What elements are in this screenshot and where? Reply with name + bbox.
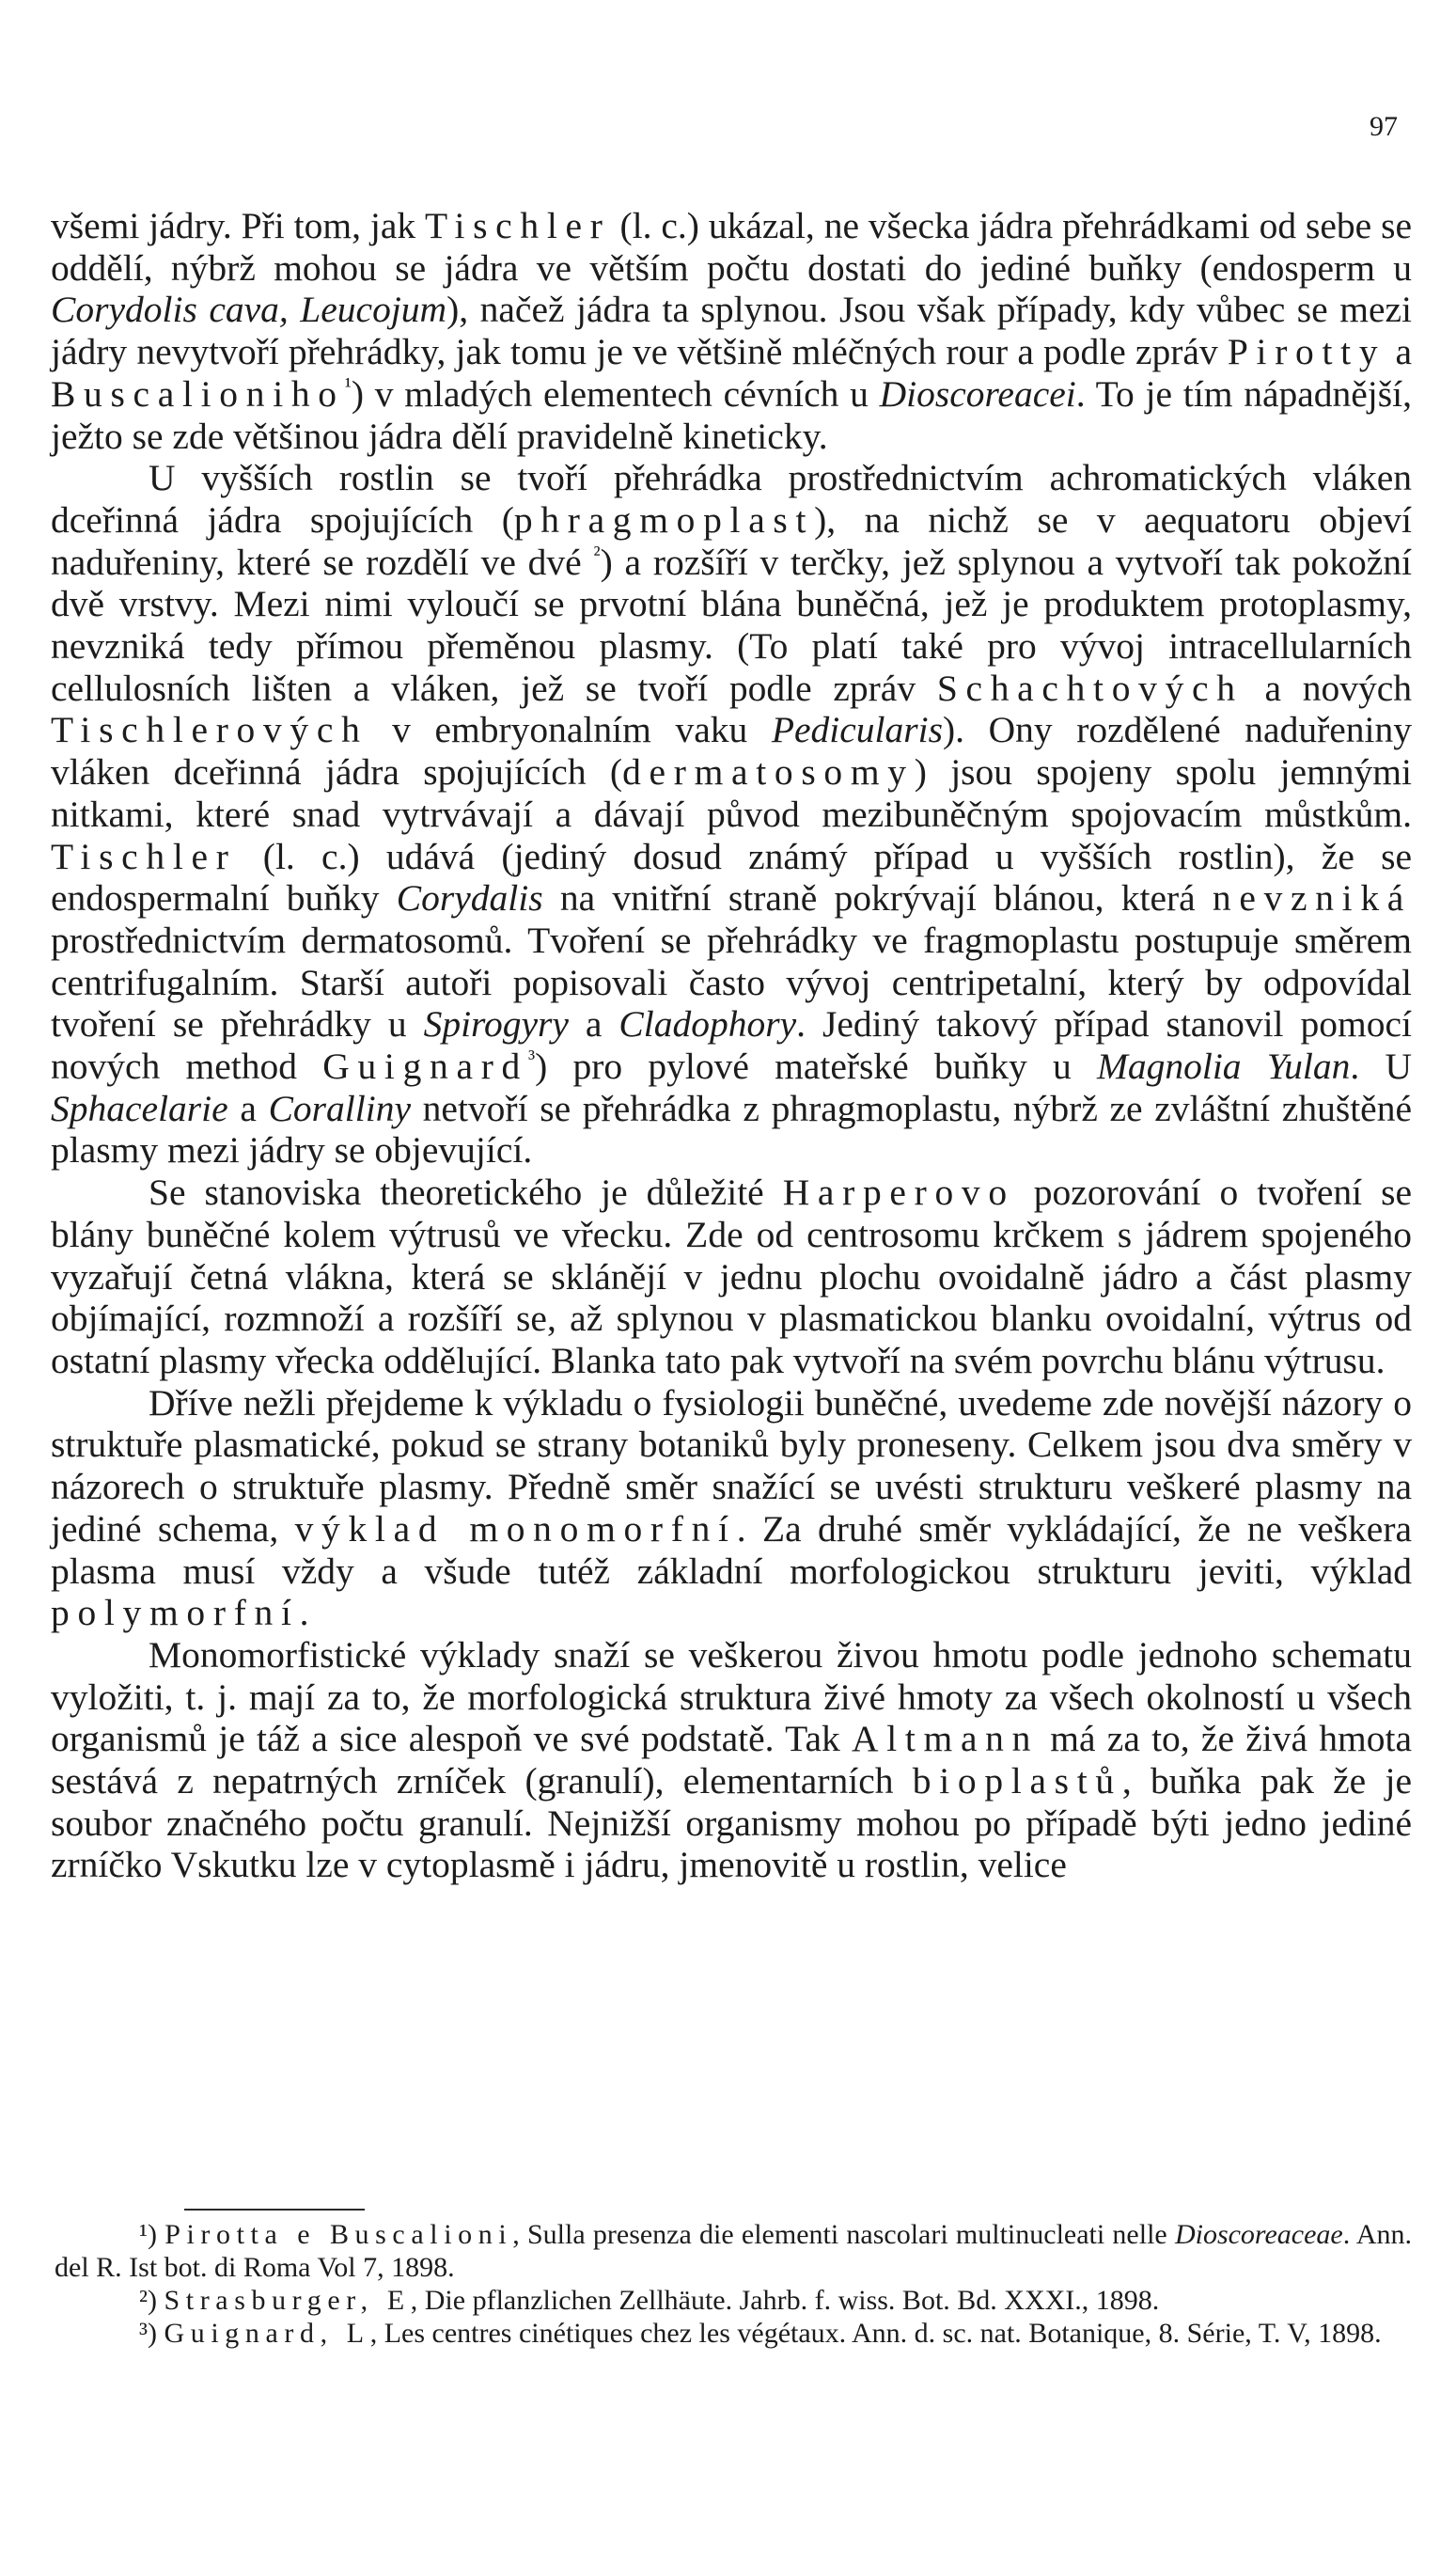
text-run: má za to, že živá hmota sestává z nepatrných zrníček (granulí), elementarních bbox=[51, 1718, 1412, 1802]
footnote-ref-2: ² bbox=[593, 542, 601, 567]
footnote-marker: ¹) bbox=[139, 2219, 165, 2250]
spaced-name-harperovo: Harperovo bbox=[782, 1172, 1015, 1214]
text-run: (l. c.) ukázal, ne všecka jádra přehrádkami od sebe se oddělí, nýbrž mohou se jádra ve větším počtu dostati do jediné buňky (endosperm u bbox=[51, 205, 1412, 289]
spaced-term-bioplastu: bioplastů bbox=[912, 1760, 1122, 1802]
spaced-name-buscalioniho: Buscalioniho bbox=[51, 372, 345, 415]
text-run: ), načež jádra ta splynou. Jsou však případy, kdy vůbec se mezi jádry nevytvoří přehrádky, jak tomu je ve většině mléčných rour a podle zpráv bbox=[51, 289, 1412, 373]
text-run: a bbox=[1386, 331, 1412, 373]
text-run: a bbox=[568, 1003, 619, 1046]
text-run: . To je tím nápadnější, ježto se zde většinou jádra dělí pravidelně kineticky. bbox=[51, 372, 1412, 457]
italic-species: Magnolia Yulan bbox=[1096, 1046, 1351, 1088]
paragraph-2 bbox=[51, 457, 1412, 1172]
text-run: prostřednictvím dermatosomů. Tvoření se přehrádky ve fragmoplastu postupuje směrem centrifugalním. Starší autoři popisovali často vývoj centripetalní, který by odpovídal tvoření se přehrádky u bbox=[51, 919, 1412, 1046]
footnote-marker: ³) bbox=[139, 2318, 164, 2349]
text-run: ). Ony rozdělené naduřeniny vláken dceřinná jádra spojujících ( bbox=[51, 709, 1412, 794]
text-run: a bbox=[227, 1087, 269, 1129]
italic-species: Corydolis cava, Leucojum bbox=[51, 289, 447, 331]
footnote-text: , Sulla presenza die elementi nascolari multinucleati nelle bbox=[512, 2219, 1175, 2250]
spaced-term-phragmoplast: phragmoplast bbox=[513, 498, 815, 541]
footnote-text: , Les centres cinétiques chez les végétaux. Ann. d. sc. nat. Botanique, 8. Série, T. V, 1898. bbox=[369, 2318, 1382, 2349]
text-run: . bbox=[299, 1592, 309, 1634]
footnote-text: . Ann. del R. Ist bot. di Roma Vol 7, 1898. bbox=[55, 2219, 1412, 2283]
text-run: ) a rozšíří v terčky, jež splynou a vytvoří tak pokožní dvě vrstvy. Mezi nimi vyloučí se prvotní blána buněčná, jež je produktem protoplasmy, nevzniká tedy přímou přeměnou plasmy. (To platí také pro vývoj intracellularních cellulosních lišten a vláken, jež se tvoří podle zpráv bbox=[51, 541, 1412, 709]
footnote-divider bbox=[184, 2209, 365, 2211]
page-number: 97 bbox=[1370, 111, 1398, 142]
footnote-ref-3: ³ bbox=[527, 1046, 536, 1071]
text-run: . Jediný takový případ stanovil pomocí nových method bbox=[51, 1003, 1412, 1088]
text-run: netvoří se přehrádka z phragmoplastu, nýbrž ze zvláštní zhuštěné plasmy mezi jádry se objevující. bbox=[51, 1087, 1412, 1172]
spaced-term-monomorfni: výklad monomorfní bbox=[294, 1507, 737, 1550]
italic-species: Coralliny bbox=[268, 1087, 411, 1129]
footnote-text: , Die pflanzlichen Zellhäute. Jahrb. f. wiss. Bot. Bd. XXXI., 1898. bbox=[410, 2285, 1160, 2316]
spaced-term-polymorfni: polymorfní bbox=[51, 1592, 300, 1634]
text-run: . Za druhé směr vykládající, že ne veškera plasma musí vždy a všude tutéž základní morfologickou strukturu jeviti, výklad bbox=[51, 1507, 1412, 1592]
spaced-name-guignard: Guignard bbox=[322, 1046, 528, 1088]
spaced-term-nevznika: nevzniká bbox=[1212, 877, 1412, 920]
footnote-marker: ²) bbox=[139, 2285, 164, 2316]
footnote-1 bbox=[55, 2218, 1412, 2284]
footnote-italic: Dioscoreaceae bbox=[1174, 2219, 1343, 2250]
footnotes bbox=[55, 2218, 1412, 2350]
paragraph-1 bbox=[51, 205, 1412, 457]
footnote-2 bbox=[55, 2284, 1412, 2317]
footnote-authors: Guignard, L bbox=[164, 2318, 370, 2349]
text-run: na vnitřní straně pokrývají blánou, která bbox=[542, 877, 1213, 920]
text-run: všemi jádry. Při tom, jak bbox=[51, 205, 426, 246]
footnote-authors: Strasburger, E bbox=[164, 2285, 411, 2316]
paragraph-3 bbox=[51, 1172, 1412, 1382]
spaced-name-schachtovych: Schachtových bbox=[936, 667, 1244, 709]
text-run: U vyšších rostlin se tvoří přehrádka prostřednictvím achromatických vláken dceřinná jádra spojujících ( bbox=[51, 457, 1412, 541]
text-run: ) v mladých elementech cévních u bbox=[351, 372, 880, 415]
footnote-authors: Pirotta e Buscalioni bbox=[164, 2219, 513, 2250]
body-text bbox=[51, 205, 1412, 1886]
italic-species: Pedicularis bbox=[771, 709, 943, 751]
paragraph-5 bbox=[51, 1634, 1412, 1886]
text-run: Dříve nežli přejdeme k výkladu o fysiologii buněčné, uvedeme zde novější názory o struktuře plasmatické, pokud se strany botaniků byly proneseny. Celkem jsou dva směry v názorech o struktuře plasmy. Předně směr snažící se uvésti strukturu veškeré plasmy na jediné schema, bbox=[51, 1381, 1412, 1550]
italic-species: Dioscoreacei bbox=[879, 372, 1076, 415]
spaced-name-tischlerovych: Tischlerových bbox=[51, 709, 368, 751]
text-run: ) jsou spojeny spolu jemnými nitkami, které snad vytrvávají a dávají původ mezibuněčným spojovacím můstkům. bbox=[51, 751, 1412, 835]
text-run: ) pro pylové mateřské buňky u bbox=[535, 1046, 1097, 1088]
footnote-3 bbox=[55, 2317, 1412, 2350]
spaced-name-tischler: Tischler bbox=[425, 205, 611, 246]
italic-species: Spirogyry bbox=[423, 1003, 569, 1046]
spaced-term-dermatosomy: dermatosomy bbox=[622, 751, 915, 794]
spaced-name-pirotty: Pirotty bbox=[1227, 331, 1386, 373]
spaced-name-tischler: Tischler bbox=[51, 835, 237, 877]
text-run: a nových bbox=[1243, 667, 1413, 709]
text-run: . U bbox=[1350, 1046, 1413, 1088]
spaced-name-altmann: Altmann bbox=[851, 1718, 1040, 1760]
paragraph-4 bbox=[51, 1382, 1412, 1634]
text-run: Se stanoviska theoretického je důležité bbox=[149, 1172, 783, 1214]
text-run: Monomorfistické výklady snaží se veškerou živou hmotu podle jednoho schematu vyložiti, t. j. mají za to, že morfologická struktura živé hmoty za všech okolností u všech organismů je táž a sice alespoň ve své podstatě. Tak bbox=[51, 1633, 1412, 1760]
text-run: v embryonalním vaku bbox=[368, 709, 772, 751]
text-run: pozorování o tvoření se blány buněčné kolem výtrusů ve vřecku. Zde od centrosomu krčkem s jádrem spojeného vyzařují četná vlákna, která se sklánějí v jednu plochu ovoidalně jádro a část plasmy objímající, rozmnoží a rozšíří se, až splynou v plasmatickou blanku ovoidalní, výtrus od ostatní plasmy vřecka oddělující. Blanka tato pak vytvoří na svém povrchu blánu výtrusu. bbox=[51, 1172, 1412, 1381]
text-run: (l. c.) udává (jediný dosud známý případ u vyšších rostlin), že se endospermalní buňky bbox=[51, 835, 1412, 920]
italic-species: Sphacelarie bbox=[51, 1087, 228, 1129]
italic-species: Corydalis bbox=[396, 877, 543, 920]
italic-species: Cladophory bbox=[618, 1003, 797, 1046]
text-run: , buňka pak že je soubor značného počtu granulí. Nejnižší organismy mohou po případě býti jedno jediné zrníčko Vskutku lze v cytoplasmě i jádru, jmenovitě u rostlin, velice bbox=[51, 1760, 1412, 1886]
text-run: ), na nichž se v aequatoru objeví naduřeniny, které se rozdělí ve dvé bbox=[51, 498, 1412, 583]
footnote-ref-1: ¹ bbox=[344, 373, 352, 399]
